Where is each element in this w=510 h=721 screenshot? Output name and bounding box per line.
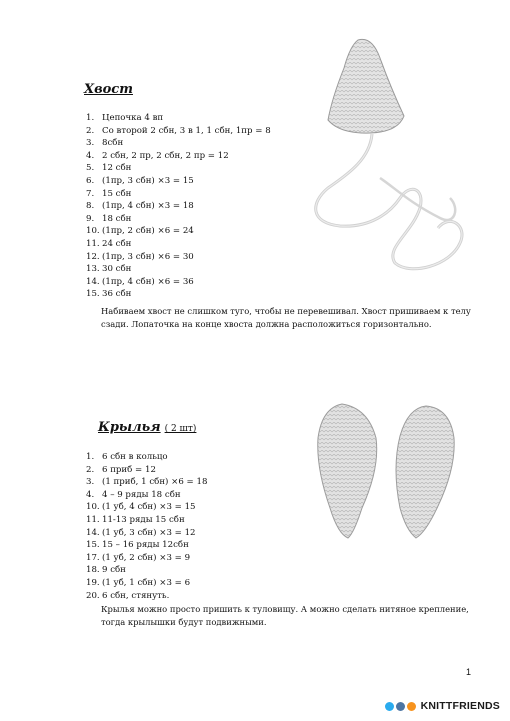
list-item: 10. (1пр, 2 сбн) ×6 = 24: [86, 226, 194, 237]
list-item: 4. 4 – 9 ряды 18 сбн: [86, 489, 181, 500]
list-item: 15. 36 сбн: [86, 289, 132, 300]
wings-subtitle: ( 2 шт): [164, 424, 197, 434]
list-item: 14. (1пр, 4 сбн) ×6 = 36: [86, 276, 194, 287]
tail-steps: [86, 112, 271, 301]
page-number: 1: [466, 667, 472, 677]
wings-note-line-2: тогда крылышки будут подвижными.: [101, 617, 267, 627]
list-item: 4. 2 сбн, 2 пр, 2 сбн, 2 пр = 12: [86, 150, 229, 161]
list-item: 18. 9 сбн: [86, 565, 126, 576]
wings-note: [101, 603, 469, 629]
list-item: 1. Цепочка 4 вп: [86, 113, 164, 123]
list-item: 5. 12 сбн: [86, 163, 132, 174]
tail-photo: [300, 38, 470, 278]
tail-note-line-2: сзади. Лопаточка на конце хвоста должна расположиться горизонтально.: [101, 319, 432, 329]
list-item: 6. (1пр, 3 сбн) ×3 = 15: [86, 175, 194, 186]
list-item: 2. 6 приб = 12: [86, 464, 156, 475]
tail-title: Хвост: [84, 82, 133, 97]
wings-steps: [86, 451, 207, 602]
list-item: 13. 30 сбн: [86, 264, 132, 275]
list-item: 3. 8сбн: [86, 138, 124, 149]
list-item: 19. (1 уб, 1 сбн) ×3 = 6: [86, 577, 191, 588]
brand-name: KNITTFRIENDS: [420, 700, 500, 712]
list-item: 2. Со второй 2 сбн, 3 в 1, 1 сбн, 1пр = 8: [86, 125, 271, 136]
tail-note: [101, 305, 471, 331]
list-item: 15. 15 – 16 ряды 12сбн: [86, 540, 189, 551]
list-item: 3. (1 приб, 1 сбн) ×6 = 18: [86, 477, 208, 488]
list-item: 11. 24 сбн: [86, 238, 132, 249]
list-item: 20. 6 сбн, стянуть.: [86, 590, 170, 601]
vk-icon: [396, 702, 405, 711]
wings-title: Крылья ( 2 шт): [98, 420, 197, 435]
list-item: 12. (1пр, 3 сбн) ×6 = 30: [86, 251, 194, 262]
tail-note-line-1: Набиваем хвост не слишком туго, чтобы не перевешивал. Хвост пришиваем к телу: [101, 306, 471, 316]
list-item: 1. 6 сбн в кольцо: [86, 452, 168, 462]
list-item: 17. (1 уб, 2 сбн) ×3 = 9: [86, 552, 191, 563]
list-item: 8. (1пр, 4 сбн) ×3 = 18: [86, 201, 194, 212]
list-item: 10. (1 уб, 4 сбн) ×3 = 15: [86, 502, 196, 513]
wings-photo: [308, 398, 468, 548]
odnoklassniki-icon: [407, 702, 416, 711]
list-item: 7. 15 сбн: [86, 188, 132, 199]
brand-footer: [385, 700, 500, 712]
wings-note-line-1: Крылья можно просто пришить к туловищу. А можно сделать нитяное крепление,: [101, 604, 469, 614]
list-item: 9. 18 сбн: [86, 213, 132, 224]
telegram-icon: [385, 702, 394, 711]
list-item: 14. (1 уб, 3 сбн) ×3 = 12: [86, 527, 196, 538]
list-item: 11. 11-13 ряды 15 сбн: [86, 514, 185, 525]
